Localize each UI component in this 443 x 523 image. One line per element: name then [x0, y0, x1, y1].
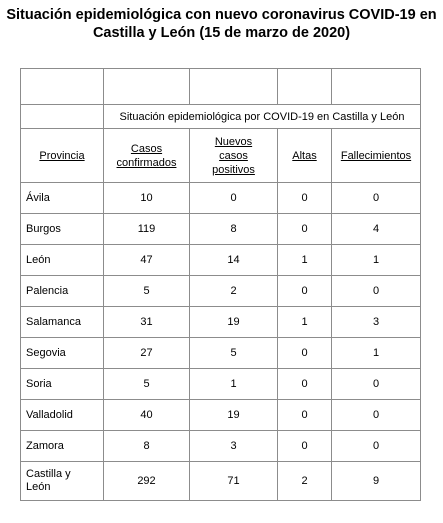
value-cell-fallecimientos: 0 — [332, 276, 421, 307]
value-cell-nuevos: 0 — [190, 183, 278, 214]
value-cell-nuevos: 14 — [190, 245, 278, 276]
table-row — [21, 307, 421, 338]
value-cell-nuevos: 19 — [190, 307, 278, 338]
province-cell: Zamora — [21, 431, 104, 462]
province-cell: Ávila — [21, 183, 104, 214]
title-line-2: Castilla y León (15 de marzo de 2020) — [92, 25, 351, 41]
table-blank-cell — [332, 69, 421, 105]
province-cell: Salamanca — [21, 307, 104, 338]
value-cell-nuevos: 71 — [190, 462, 278, 501]
value-cell-fallecimientos: 0 — [332, 369, 421, 400]
epidemiology-table — [20, 68, 421, 501]
value-cell-altas: 1 — [278, 245, 332, 276]
value-cell-fallecimientos: 0 — [332, 183, 421, 214]
value-cell-altas: 0 — [278, 214, 332, 245]
page-title — [0, 6, 443, 42]
value-cell-nuevos: 2 — [190, 276, 278, 307]
column-header-altas: Altas — [278, 129, 332, 183]
value-cell-fallecimientos: 4 — [332, 214, 421, 245]
value-cell-nuevos: 5 — [190, 338, 278, 369]
value-cell-fallecimientos: 9 — [332, 462, 421, 501]
province-cell: Soria — [21, 369, 104, 400]
table-row — [21, 431, 421, 462]
value-cell-altas: 0 — [278, 400, 332, 431]
province-cell: Burgos — [21, 214, 104, 245]
table-row — [21, 183, 421, 214]
value-cell-casos: 27 — [104, 338, 190, 369]
table-blank-cell — [104, 69, 190, 105]
value-cell-altas: 2 — [278, 462, 332, 501]
value-cell-casos: 5 — [104, 276, 190, 307]
value-cell-casos: 47 — [104, 245, 190, 276]
value-cell-casos: 8 — [104, 431, 190, 462]
column-header-casos-confirmados: Casos confirmados — [104, 129, 190, 183]
value-cell-altas: 0 — [278, 276, 332, 307]
province-cell: Segovia — [21, 338, 104, 369]
value-cell-casos: 31 — [104, 307, 190, 338]
table-row — [21, 400, 421, 431]
value-cell-nuevos: 3 — [190, 431, 278, 462]
province-cell: León — [21, 245, 104, 276]
column-header-provincia: Provincia — [21, 129, 104, 183]
province-cell: Valladolid — [21, 400, 104, 431]
value-cell-altas: 0 — [278, 338, 332, 369]
table-blank-cell — [21, 69, 104, 105]
value-cell-altas: 0 — [278, 431, 332, 462]
table-row — [21, 338, 421, 369]
table-blank-cell — [278, 69, 332, 105]
value-cell-fallecimientos: 0 — [332, 431, 421, 462]
value-cell-casos: 119 — [104, 214, 190, 245]
value-cell-nuevos: 19 — [190, 400, 278, 431]
table-row — [21, 276, 421, 307]
value-cell-casos: 292 — [104, 462, 190, 501]
value-cell-nuevos: 8 — [190, 214, 278, 245]
table-header-row — [21, 129, 421, 183]
table-row — [21, 214, 421, 245]
value-cell-fallecimientos: 1 — [332, 245, 421, 276]
value-cell-altas: 0 — [278, 369, 332, 400]
value-cell-fallecimientos: 0 — [332, 400, 421, 431]
value-cell-nuevos: 1 — [190, 369, 278, 400]
table-row — [21, 245, 421, 276]
table-super-header: Situación epidemiológica por COVID-19 en Castilla y León — [104, 105, 421, 129]
column-header-fallecimientos: Fallecimientos — [332, 129, 421, 183]
table-blank-cell — [190, 69, 278, 105]
table-blank-row — [21, 69, 421, 105]
table-row — [21, 369, 421, 400]
table-row-total — [21, 462, 421, 501]
value-cell-altas: 1 — [278, 307, 332, 338]
table-blank-cell — [21, 105, 104, 129]
value-cell-casos: 5 — [104, 369, 190, 400]
value-cell-fallecimientos: 1 — [332, 338, 421, 369]
title-line-1: Situación epidemiológica con nuevo coronavirus COVID-19 en — [6, 7, 437, 23]
table-super-header-row — [21, 105, 421, 129]
column-header-nuevos-casos-positivos: Nuevos casos positivos — [190, 129, 278, 183]
province-cell: Palencia — [21, 276, 104, 307]
value-cell-altas: 0 — [278, 183, 332, 214]
province-cell: Castilla y León — [21, 462, 104, 501]
value-cell-casos: 40 — [104, 400, 190, 431]
value-cell-fallecimientos: 3 — [332, 307, 421, 338]
value-cell-casos: 10 — [104, 183, 190, 214]
